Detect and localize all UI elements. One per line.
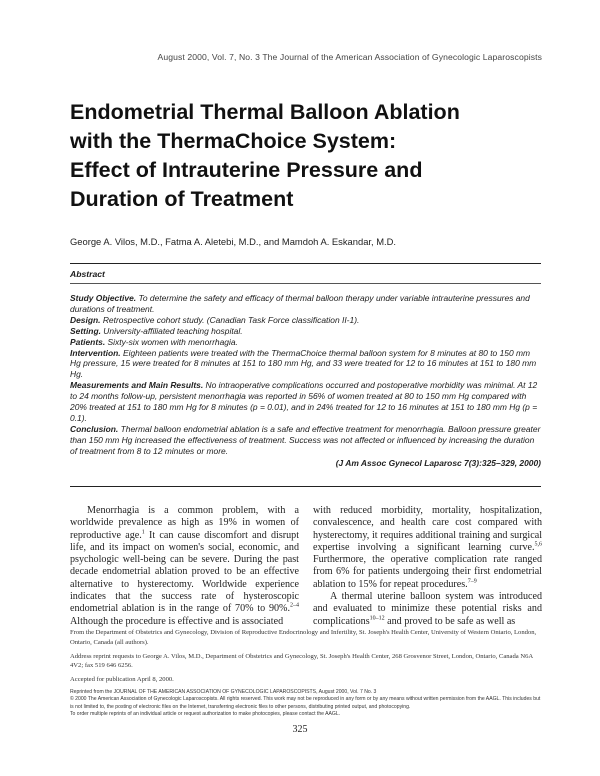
running-head: August 2000, Vol. 7, No. 3 The Journal of the American Association of Gynecologic Laparoscopists	[157, 52, 542, 62]
abstract-design	[70, 315, 541, 326]
reference-marker: 10–12	[369, 615, 385, 622]
title-line-4: Duration of Treatment	[70, 187, 294, 211]
reference-marker: 5,6	[534, 541, 542, 548]
abstract-intervention	[70, 348, 541, 381]
abstract-body	[70, 293, 541, 469]
copyright-line: © 2000 The American Association of Gynecologic Laparoscopists. All rights reserved. This work may not be reproduced in any form or by any means without written permission from the AAGL. This includes but is not limited to, the posting of electronic files on the Internet, transferring electronic files to other persons, distributing printed output, and photocopying.	[70, 696, 541, 710]
text-measurements: No intraoperative complications occurred and postoperative morbidity was minimal. At 12 to 24 months follow-up, persistent menorrhagia was reported in 56% of women treated at 80 to 150 mm Hg compared with 20% treated at 151 to 180 mm Hg for 8 minutes (p = 0.01), and in 24% treated for 12 to 16 minutes at 151 to 180 mm Hg (p = 0.1).	[70, 380, 538, 423]
text-conclusion: Thermal balloon endometrial ablation is a safe and effective treatment for menorrhagia. Balloon pressure greater than 150 mm Hg increased the effectiveness of treatment. Success was not affected or influenced by increasing the duration of treatment from 8 to 12 minutes or more.	[70, 423, 541, 456]
footnote-accepted: Accepted for publication April 8, 2000.	[70, 676, 174, 684]
footnote-affiliation: From the Department of Obstetrics and Gynecology, Division of Reproductive Endocrinology and Infertility, St. Joseph's Health Center, University of Western Ontario, London, Ontario, Canada (all authors).	[70, 629, 537, 646]
body-text: A thermal uterine balloon system was introduced and evaluated to minimize these potential risks and complications	[313, 591, 542, 627]
label-measurements: Measurements and Main Results.	[70, 380, 204, 391]
abstract-measurements	[70, 380, 541, 424]
text-study-objective: To determine the safety and efficacy of thermal balloon therapy under variable intrauterine pressures and durations of treatment.	[70, 293, 530, 314]
reprint-line: Reprinted from the JOURNAL OF THE AMERICAN ASSOCIATION OF GYNECOLOGIC LAPAROSCOPISTS, August 2000, Vol. 7 No. 3	[70, 689, 377, 695]
title-line-1: Endometrial Thermal Balloon Ablation	[70, 100, 460, 124]
order-line: To order multiple reprints of an individual article or request authorization to make photocopies, please contact the AAGL.	[70, 710, 341, 717]
footnote-reprints: Address reprint requests to George A. Vilos, M.D., Department of Obstetrics and Gynecology, St. Joseph's Health Center, 268 Grosvenor Street, London, Ontario, Canada N6A 4V2; fax 519 646 6256.	[70, 652, 533, 670]
text-setting: University-affiliated teaching hospital.	[100, 325, 243, 336]
abstract-bottom-rule	[70, 486, 541, 487]
label-conclusion: Conclusion.	[70, 423, 119, 434]
author-list: George A. Vilos, M.D., Fatma A. Aletebi, M.D., and Mamdoh A. Eskandar, M.D.	[70, 236, 397, 247]
abstract-patients	[70, 337, 541, 348]
text-design: Retrospective cohort study. (Canadian Task Force classification II-1).	[100, 314, 360, 325]
title-line-2: with the ThermaChoice System:	[70, 129, 397, 153]
body-text: It can cause discomfort and disrupt life, and its impact on women's social, economic, and psychologic well-being can be severe. During the past decade endometrial ablation proved to be an effective alternative to hysterectomy. Worldwide experience indicates that the success rate of hysteroscopic endometrial ablation is in the range of 70% to 90%.	[70, 529, 300, 615]
reprint-notice	[70, 689, 541, 718]
reference-marker: 7–9	[467, 578, 477, 585]
label-setting: Setting.	[70, 325, 101, 336]
abstract-heading-rule	[70, 283, 541, 284]
label-study-objective: Study Objective.	[70, 293, 137, 303]
body-text: Menorrhagia is a common problem, with a worldwide prevalence as high as 19% in women of reproductive age.	[70, 505, 299, 541]
title-line-3: Effect of Intrauterine Pressure and	[70, 158, 423, 182]
body-column-left	[70, 505, 299, 628]
body-text: and proved to be safe as well as	[384, 615, 516, 627]
text-patients: Sixty-six women with menorrhagia.	[105, 336, 238, 347]
label-intervention: Intervention.	[70, 347, 121, 358]
body-paragraph	[313, 591, 542, 628]
body-paragraph	[313, 505, 542, 591]
body-text: Furthermore, the operative complication rate ranged from 6% for patients undergoing their first endometrial ablation to 15% for repeat procedures.	[313, 554, 542, 590]
page-number: 325	[292, 724, 308, 735]
abstract-conclusion	[70, 424, 541, 457]
body-text: Although the procedure is effective and is associated	[70, 615, 284, 627]
abstract-study-objective	[70, 293, 541, 315]
text-intervention: Eighteen patients were treated with the ThermaChoice thermal balloon system for 8 minutes at 80 to 150 mm Hg pressure, 15 were treated for 8 minutes at 151 to 180 mm Hg, and 33 were treated for 12 to 16 minutes at 151 to 180 mm Hg.	[70, 347, 537, 380]
body-text: with reduced morbidity, mortality, hospitalization, convalescence, and health care cost compared with hysterectomy, it requires additional training and surgical expertise involving a significant learning curve.	[313, 505, 542, 553]
body-column-right	[313, 505, 542, 628]
journal-citation: (J Am Assoc Gynecol Laparosc 7(3):325–329, 2000)	[335, 457, 541, 468]
label-patients: Patients.	[70, 336, 106, 347]
body-paragraph	[70, 505, 299, 628]
abstract-heading: Abstract	[70, 269, 105, 279]
article-title	[70, 98, 540, 214]
footnotes	[70, 628, 541, 689]
abstract-top-rule	[70, 263, 541, 264]
abstract-setting	[70, 326, 541, 337]
reference-marker: 2–4	[290, 603, 299, 610]
reference-marker: 1	[141, 529, 145, 536]
label-design: Design.	[70, 314, 101, 325]
